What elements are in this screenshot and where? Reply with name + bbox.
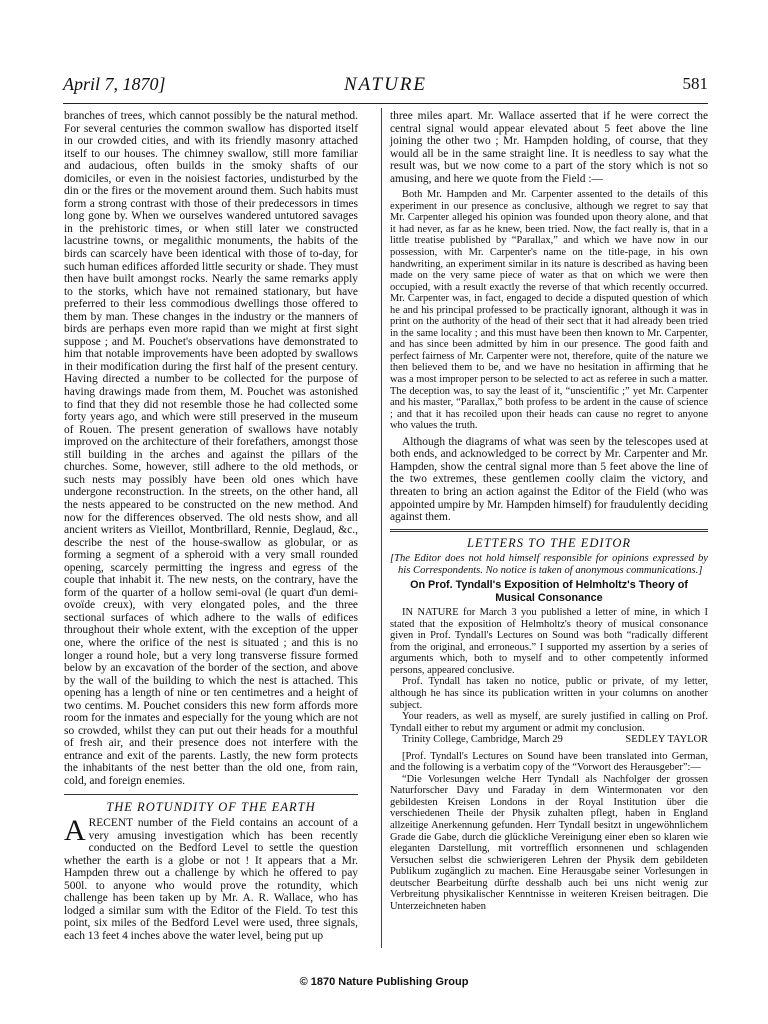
letters-divider [390, 529, 708, 532]
signature-place: Trinity College, Cambridge, March 29 [402, 734, 563, 746]
closing-paragraph: Although the diagrams of what was seen by the telescopes used at both ends, and acknowledged to be correct by Mr. Carpenter and Mr. Hampden, show the central signal more than 5 feet above the line of the two extremes, these gentlemen coolly claim the victory, and threaten to bring an action against the Editor of the Field (who was appointed umpire by Mr. Hampden himself) for fraudulently deciding against them. [390, 435, 708, 524]
editor-note: [The Editor does not hold himself responsible for opinions expressed by his Correspondents. No notice is taken of anonymous communications.] [390, 553, 708, 576]
header-rule [63, 103, 708, 104]
section-title: THE ROTUNDITY OF THE EARTH [106, 799, 316, 814]
letter-title: On Prof. Tyndall's Exposition of Helmholtz's Theory of Musical Consonance [410, 579, 688, 604]
column-rule [381, 108, 382, 948]
copyright-footer: © 1870 Nature Publishing Group [299, 976, 469, 988]
left-column [64, 110, 358, 943]
field-quote: Both Mr. Hampden and Mr. Carpenter assented to the details of this experiment in our presence as conclusive, although we regret to say that Mr. Carpenter alleged his opinion was founded upon theory alone, and that it had never, as far as he knew, been tried. Now, the fact really is, that in a little treatise published by “Parallax,” and which we have now in our possession, with Mr. Carpenter's name on the title-page, in his own handwriting, an experiment similar in its nature is described as having been made on the very same piece of water as that on which we were then occupied, with a result exactly the reverse of that which recently occurred. Mr. Carpenter was, in fact, engaged to decide a disputed question of which he and his principal professed to be practically ignorant, although it was in print on the authority of the head of their sect that it had already been tried in the same locality ; and this must have been then known to Mr. Carpenter, and has since been admitted by him in our presence. The good faith and perfect fairness of Mr. Carpenter were not, therefore, quite of the nature we then believed them to be, and we have no hesitation in affirming that he was a most improper person to be selected to act as referee in such a matter. The deception was, to say the least of it, “unscientific ;” yet Mr. Carpenter and his master, “Parallax,” both profess to be ardent in the cause of science ; and that it has recoiled upon their heads can cause no regret to anyone who values the truth. [390, 189, 708, 432]
letter-signature [390, 734, 708, 746]
german-preface: “Die Vorlesungen welche Herr Tyndall als Nachfolger der grossen Naturforscher Davy und Faraday in dem Wintermonaten vor den gebildesten Kreisen Londons in der Royal Institution über die verschiedenen Theile der Physik zuhalten pflegt, haben in England allzeitige Anerkennung gefunden. Herr Tyndall besitzt in ungewöhnlichem Grade die Gabe, durch die glückliche Vereinigung einer eben so klaren wie eleganten Darstellung, mit vortrefflich ersonnenen und schlagenden Versuchen selbst die schwierigeren Lehren der Physik dem gebildeten Publikum zugänglich zu machen. Eine Herausgabe seiner Vorlesungen in deutscher Bearbeitung dürfte desshalb auch bei uns nicht wenig zur Verbreitung physikalischer Kenntnisse in weiteren Kreisen beitragen. Die Unterzeichneten haben [390, 773, 708, 912]
running-header [63, 74, 708, 98]
continued-paragraph: three miles apart. Mr. Wallace asserted that if he were correct the central signal would appear elevated about 5 feet above the line joining the other two ; Mr. Hampden holding, of course, that they would all be in the same straight line. It is needless to say what the result was, but we now come to a part of the story which is not so amusing, and here we quote from the Field :— [390, 110, 708, 185]
rotundity-paragraph [64, 814, 358, 942]
editorial-bracket: [Prof. Tyndall's Lectures on Sound have been translated into German, and the following is a verbatim copy of the “Vorwort des Herausgeber”:— [390, 750, 708, 774]
swallow-paragraph: branches of trees, which cannot possibly be the natural method. For several centuries the common swallow has disported itself in our crowded cities, and with its friendly masonry attached itself to our houses. The chimney swallow, still more familiar and audacious, often builds in the smoky shafts of our domiciles, or even in the noisiest factories, undisturbed by the din or the fires or the movement around them. Such habits must form a strong contrast with those of their predecessors in times long gone by. When we ourselves wandered untutored savages in the prehistoric times, or when still later we constructed lacustrine towns, or megalithic monuments, the habits of the birds can scarcely have been identical with those of to-day, for such human edifices afforded little security or shade. They must then have built amongst rocks. Nearly the same remarks apply to the storks, which have not remained stationary, but have preferred to their less commodious dwellings those offered to them by man. These changes in the industry or the manners of birds are perhaps even more rapid than we might at first sight suppose ; and M. Pouchet's observations have demonstrated to him that notable improvements have been adopted by swallows in their modification during the first half of the present century. Having directed a number to be collected for the purpose of having drawings made from them, M. Pouchet was astonished to find that they did not resemble those he had collected some forty years ago, and which were still preserved in the museum of Rouen. The present generation of swallows have notably improved on the architecture of their forefathers, amongst those still building in the arches and against the pillars of the churches. Some, however, still adhere to the old methods, or such nests may possibly have been old ones which have undergone reconstruction. In the streets, on the other hand, all the nests appeared to be constructed on the new method. And now for the differences observed. The old nests show, and all ancient writers as Vieillot, Montbrillard, Rennie, Deglaud, &c., describe the nest of the house-swallow as globular, or as forming a segment of a spheroid with a very small rounded opening, scarcely permitting the ingress and egress of the couple that inhabit it. The new nests, on the contrary, have the form of the quarter of a hollow semi-oval (le quart d'un demi-ovoïde creux), with very elongated poles, and the three sectional surfaces of which adhere to the walls of edifices throughout their whole extent, with the exception of the upper one, where the orifice of the nest is situated ; and this is no longer a round hole, but a very long transverse fissure formed below by an excavation of the border of the section, and above by the wall of the building to which the nest is attached. This opening has a length of nine or ten centimetres and a height of two centims. M. Pouchet considers this new form affords more room for the inmates and especially for the young which are not so crowded, whilst they can put out their heads for a mouthful of fresh air, and their presence does not interfere with the entrance and exit of the parents. Lastly, the new form protects the inhabitants of the nest better than the old one, from rain, cold, and foreign enemies. [64, 110, 358, 787]
drop-cap: A [64, 814, 86, 848]
page-number: 581 [682, 74, 708, 93]
letter-paragraph-2: Prof. Tyndall has taken no notice, public or private, of my letter, although he has since its publication written in your columns on another subject. [390, 676, 708, 711]
signature-name: SEDLEY TAYLOR [625, 734, 708, 746]
issue-date: April 7, 1870] [63, 74, 166, 94]
right-column [390, 110, 708, 912]
letter-paragraph-1: IN NATURE for March 3 you published a letter of mine, in which I stated that the exposition of Helmholtz's theory of musical consonance given in Prof. Tyndall's Lectures on Sound was both “radically different from the original, and erroneous.” I supported my assertion by a series of arguments which, both to myself and to other competently informed persons, appeared conclusive. [390, 607, 708, 676]
letters-heading: LETTERS TO THE EDITOR [467, 535, 631, 550]
rotundity-text: RECENT number of the Field contains an account of a very amusing investigation which has been recently conducted on the Bedford Level to settle the question whether the earth is a globe or not ! It appears that a Mr. Hampden threw out a challenge by which he offered to pay 500l. to anyone who would prove the rotundity, which challenge has been taken up by Mr. A. R. Wallace, who has lodged a similar sum with the Editor of the Field. To test this point, six miles of the Bedford Level were used, three signals, each 13 feet 4 inches above the water level, being put up [64, 817, 358, 942]
letter-paragraph-3: Your readers, as well as myself, are surely justified in calling on Prof. Tyndall either to rebut my argument or admit my conclusion. [390, 711, 708, 734]
section-divider [64, 794, 358, 795]
journal-title: NATURE [343, 74, 428, 95]
